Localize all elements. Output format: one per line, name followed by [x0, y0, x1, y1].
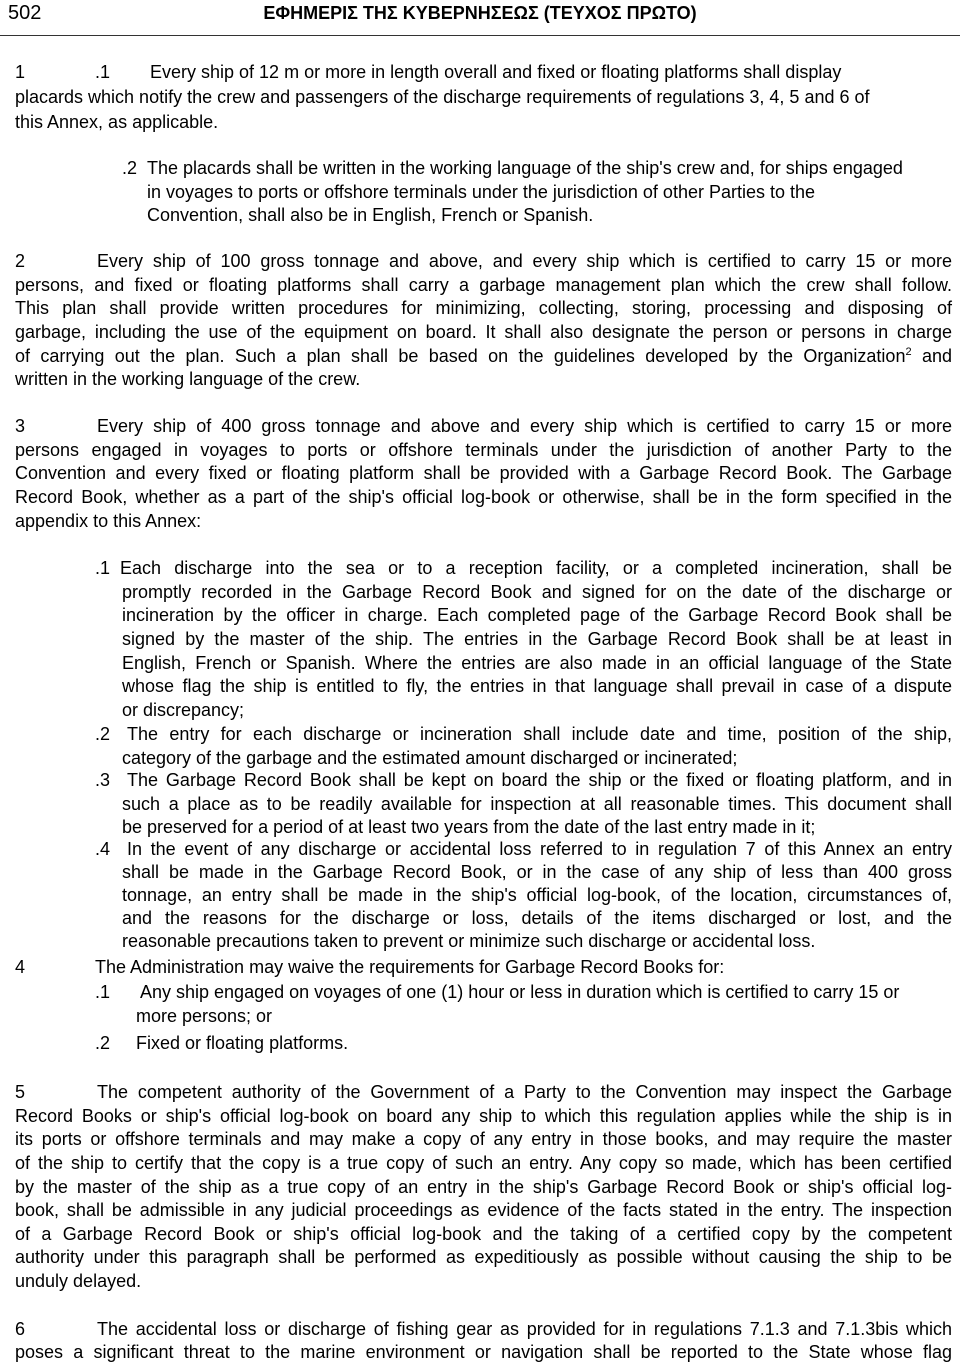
- text-line: Convention and every fixed or floating platform shall be provided with a Garbage Record Book. The Garbage: [15, 463, 952, 484]
- paragraph-5: [15, 1081, 952, 1293]
- text-segment: and: [921, 345, 952, 366]
- text-line: authority under this paragraph shall be performed as expeditiously as possible without causing the ship to be: [15, 1247, 952, 1268]
- text-line: this Annex, as applicable.: [15, 111, 219, 132]
- text-line: persons engaged in voyages to ports or offshore terminals under the jurisdiction of another Party to the: [15, 439, 952, 460]
- paragraph-number: 1: [15, 61, 26, 82]
- paragraph-4-first-line: [15, 956, 952, 980]
- text-line: book, shall be admissible in any judicial proceedings as evidence of the facts stated in the entry. The inspection: [15, 1200, 952, 1221]
- paragraph-number: 4: [15, 957, 26, 978]
- text-line: The accidental loss or discharge of fishing gear as provided for in regulations 7.1.3 and 7.1.3bis which: [97, 1319, 952, 1339]
- paragraph-6: [15, 1318, 952, 1364]
- page-number: 502: [8, 2, 42, 24]
- text-line: The competent authority of the Government of a Party to the Convention may inspect the Garbage: [97, 1082, 952, 1103]
- text-line: of a Garbage Record Book or ship's official log-book and the taking of a certified copy by the competent: [15, 1223, 952, 1244]
- paragraph-number: 3: [15, 416, 26, 437]
- list-item-marker: .2: [95, 1033, 111, 1054]
- text-line: This plan shall provide written procedures for minimizing, collecting, storing, processing and disposing of: [15, 298, 952, 319]
- paragraph-3-first-line: [15, 415, 952, 439]
- text-line-with-footnote: [15, 345, 952, 369]
- text-line: appendix to this Annex:: [15, 510, 202, 531]
- subparagraph-marker: .1: [95, 61, 111, 82]
- paragraph-1: [15, 60, 952, 135]
- text-line: In the event of any discharge or accidental loss referred to in regulation 7 of this Annex an entry: [127, 838, 952, 859]
- text-line: category of the garbage and the estimated amount discharged or incinerated;: [122, 747, 738, 768]
- footnote-reference: 2: [905, 345, 912, 358]
- text-line: of the ship to certify that the copy is a true copy of such an entry. Any copy so made, which has been certified: [15, 1152, 952, 1173]
- text-line: by the master of the ship as a true copy of an entry in the ship's Garbage Record Book or ship's official log-: [15, 1176, 952, 1197]
- paragraph-2-first-line: [15, 250, 952, 274]
- text-line: Any ship engaged on voyages of one (1) hour or less in duration which is certified to carry 15 or: [140, 982, 900, 1003]
- text-line: placards which notify the crew and passengers of the discharge requirements of regulations 3, 4, 5 and 6 of: [15, 86, 870, 107]
- text-line: tonnage, an entry shall be made in the ship's official log-book, of the location, circumstances of,: [122, 884, 952, 905]
- paragraph-number: 2: [15, 251, 26, 272]
- text-line: promptly recorded in the Garbage Record Book and signed for on the date of the discharge or: [122, 581, 952, 602]
- paragraph-5-first-line: [15, 1081, 952, 1105]
- list-item-marker: .3: [95, 770, 111, 791]
- paragraph-3-item-1: [95, 557, 952, 722]
- text-line: written in the working language of the crew.: [15, 369, 361, 390]
- text-line: unduly delayed.: [15, 1270, 142, 1291]
- text-segment: of carrying out the plan. Such a plan shall be based on the guidelines developed by the Organization: [15, 345, 906, 366]
- running-title: ΕΦΗΜΕΡΙΣ ΤΗΣ ΚΥΒΕΡΝΗΣΕΩΣ (ΤΕΥΧΟΣ ΠΡΩΤΟ): [263, 3, 697, 23]
- text-line: or discrepancy;: [122, 699, 245, 720]
- text-line: The entry for each discharge or incineration shall include date and time, position of the ship,: [127, 724, 952, 745]
- text-line: Record Books or ship's official log-book on board any ship to which this regulation applies while the ship is in: [15, 1105, 952, 1126]
- text-line: Record Book, whether as a part of the ship's official log-book or otherwise, shall be in the form specified in the: [15, 486, 952, 507]
- text-line: Every ship of 100 gross tonnage and above, and every ship which is certified to carry 15 or more: [97, 251, 952, 272]
- list-item-marker: .2: [95, 724, 111, 745]
- paragraph-4: [15, 956, 952, 980]
- subparagraph-marker: .2: [122, 158, 138, 179]
- text-line: and the reasons for the discharge or loss, details of the items discharged or lost, and the: [122, 907, 952, 928]
- text-line: Each discharge into the sea or to a reception facility, or a completed incineration, shall be: [120, 558, 952, 579]
- text-line: signed by the master of the ship. The entries in the Garbage Record Book shall be at least in: [122, 628, 952, 649]
- text-line: shall be made in the Garbage Record Book, or in the case of any ship of less than 400 gross: [122, 861, 952, 882]
- subparagraph-first-line: [122, 157, 952, 181]
- paragraph-1-first-line: [15, 60, 952, 85]
- text-line: Convention, shall also be in English, French or Spanish.: [147, 205, 594, 226]
- text-line: English, French or Spanish. Where the entries are also made in an official language of the State: [122, 652, 952, 673]
- list-item-marker: .1: [95, 982, 111, 1003]
- list-item-first-line: [95, 838, 952, 861]
- text-line: The Garbage Record Book shall be kept on board the ship or the fixed or floating platform, and in: [127, 770, 952, 791]
- paragraph-4-item-1: [95, 981, 952, 1028]
- text-line: more persons; or: [136, 1005, 273, 1026]
- text-line: incineration by the officer in charge. Each completed page of the Garbage Record Book shall be: [122, 605, 952, 626]
- paragraph-3-item-4: [95, 838, 952, 953]
- text-line: in voyages to ports or offshore terminals under the jurisdiction of other Parties to the: [147, 181, 816, 202]
- paragraph-6-first-line: [15, 1318, 952, 1341]
- header-rule: [0, 35, 960, 36]
- text-line: persons, and fixed or floating platforms shall carry a garbage management plan which the crew shall follow.: [15, 274, 952, 295]
- list-item-first-line: [95, 981, 952, 1005]
- paragraph-2: [15, 250, 952, 392]
- list-item-first-line: [95, 557, 952, 581]
- paragraph-4-item-2: [95, 1032, 952, 1056]
- text-line: Every ship of 400 gross tonnage and above and every ship which is certified to carry 15 or more: [97, 416, 952, 437]
- paragraph-3-item-2: [95, 723, 952, 770]
- list-item-marker: .4: [95, 838, 111, 859]
- list-item-first-line: [95, 769, 952, 793]
- text-line: such a place as to be readily available for inspection at all reasonable times. This document shall: [122, 793, 952, 814]
- paragraph-number: 6: [15, 1319, 26, 1339]
- list-item-marker: .1: [95, 558, 111, 579]
- text-line: garbage, including the use of the equipment on board. It shall also designate the person or persons in charge: [15, 321, 952, 342]
- list-item-first-line: [95, 1032, 952, 1056]
- text-line: The Administration may waive the requirements for Garbage Record Books for:: [95, 957, 725, 978]
- text-line: The placards shall be written in the working language of the ship's crew and, for ships engaged: [147, 158, 903, 179]
- paragraph-3: [15, 415, 952, 533]
- text-line: poses a significant threat to the marine environment or navigation shall be reported to the State whose flag: [15, 1342, 952, 1363]
- text-line: its ports or offshore terminals and may make a copy of any entry in those books, and may require the master: [15, 1129, 952, 1150]
- paragraph-1-sub-2: [122, 157, 952, 228]
- text-line: Fixed or floating platforms.: [136, 1033, 349, 1054]
- text-line: Every ship of 12 m or more in length overall and fixed or floating platforms shall display: [150, 61, 842, 82]
- text-line: reasonable precautions taken to prevent or minimize such discharge or accidental loss.: [122, 930, 816, 951]
- paragraph-number: 5: [15, 1082, 26, 1103]
- list-item-first-line: [95, 723, 952, 747]
- paragraph-3-item-3: [95, 769, 952, 840]
- text-line: whose flag the ship is entitled to fly, the entries in that language shall prevail in case of a dispute: [122, 676, 952, 697]
- text-line: be preserved for a period of at least two years from the date of the last entry made in it;: [122, 817, 816, 838]
